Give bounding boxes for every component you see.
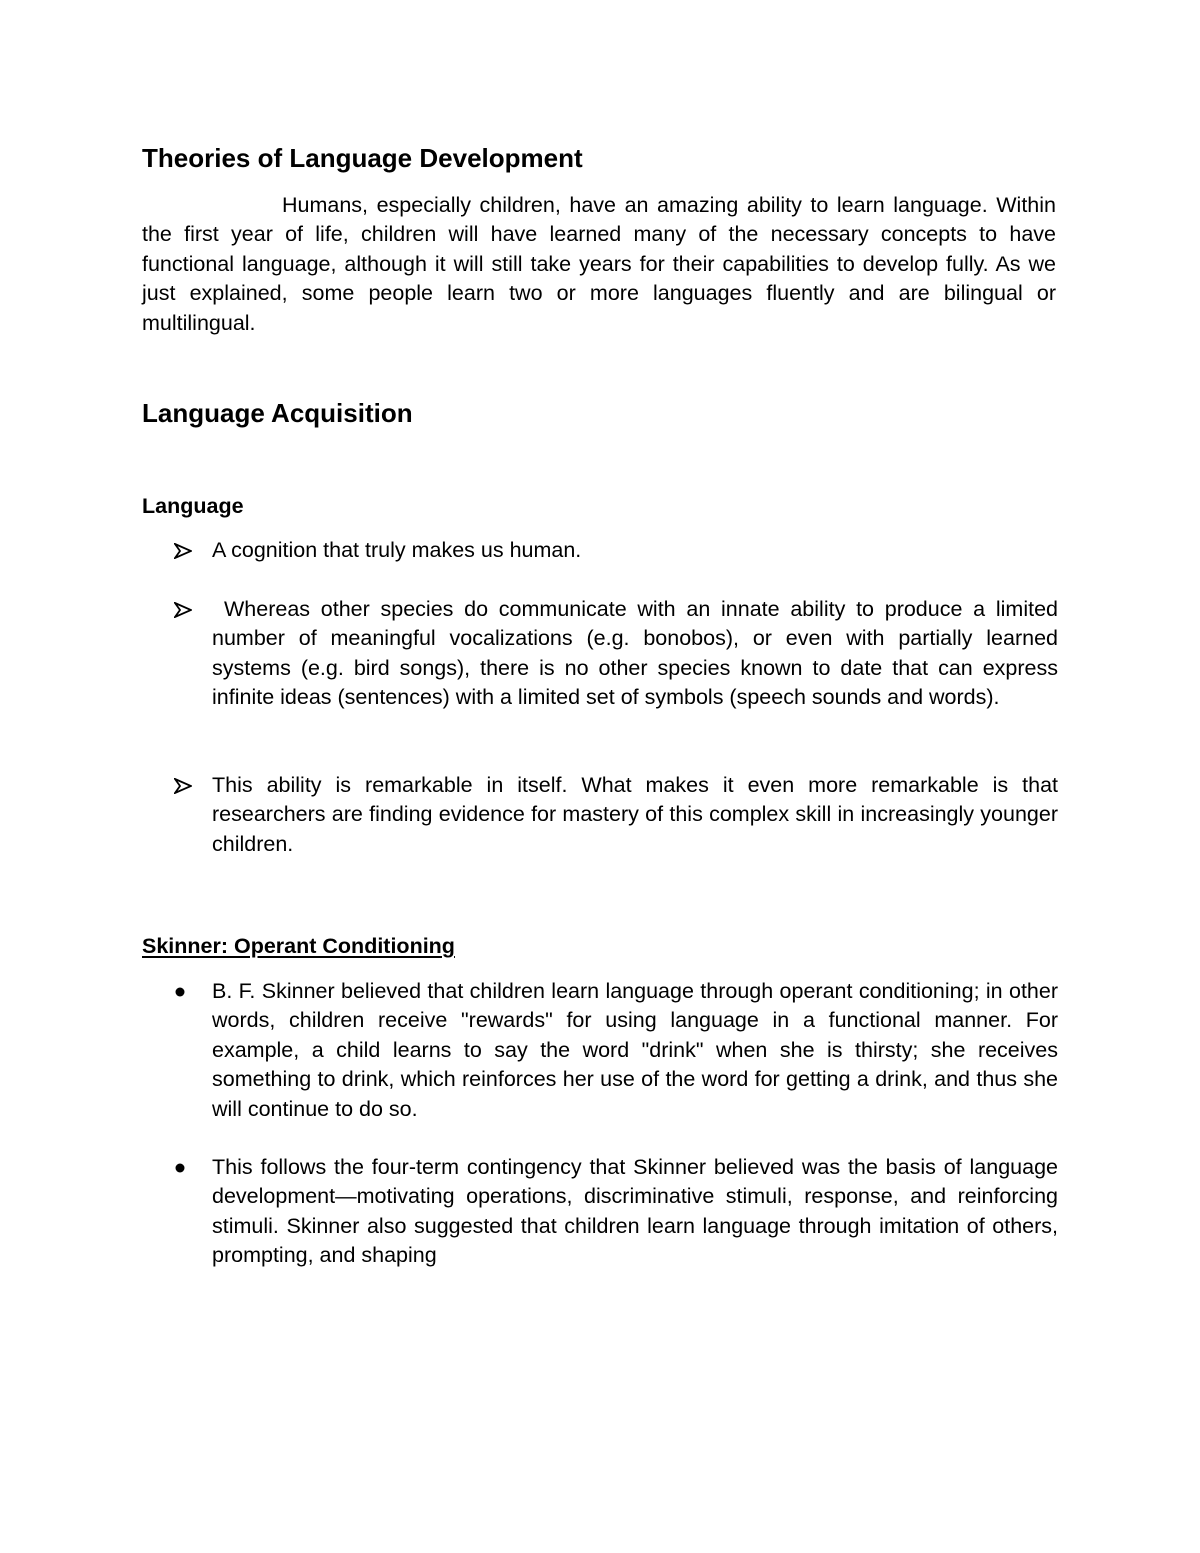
document-title: Theories of Language Development <box>142 143 583 173</box>
arrowhead-bullet-icon <box>174 595 198 624</box>
list-item-text: Whereas other species do communicate with an innate ability to produce a limited number of meaningful vocalizations (e.g. bonobos), or even with partially learned systems (e.g. bird songs), there is no other species known to date that can express infinite ideas (sentences) with a limited set of symbols (speech sounds and words). <box>212 597 1058 710</box>
section-heading-language-acquisition: Language Acquisition <box>142 398 413 428</box>
list-item-text: This ability is remarkable in itself. What makes it even more remarkable is that researchers are finding evidence for mastery of this complex skill in increasingly younger children. <box>212 773 1058 856</box>
list-item-text: B. F. Skinner believed that children learn language through operant conditioning; in other words, children receive "rewards" for using language in a functional manner. For example, a child learns to say the word "drink" when she is thirsty; she receives something to drink, which reinforces her use of the word for getting a drink, and thus she will continue to do so. <box>212 979 1058 1121</box>
arrowhead-bullet-icon <box>174 536 198 565</box>
subheading-language: Language <box>142 494 244 518</box>
arrowhead-bullet-icon <box>174 771 198 800</box>
list-item-text: A cognition that truly makes us human. <box>212 538 582 562</box>
disc-bullet-icon <box>174 977 198 1006</box>
intro-paragraph: Humans, especially children, have an amazing ability to learn language. Within the first year of life, children will have learned many of the necessary concepts to have functional language, although it will still take years for their capabilities to develop fully. As we just explained, some people learn two or more languages fluently and are bilingual or multilingual. <box>142 193 1056 335</box>
subheading-skinner: Skinner: Operant Conditioning <box>142 934 455 958</box>
document-page <box>142 0 1058 1553</box>
list-item-text: This follows the four-term contingency that Skinner believed was the basis of language development—motivating operations, discriminative stimuli, response, and reinforcing stimuli. Skinner also suggested that children learn language through imitation of others, prompting, and shaping <box>212 1155 1058 1268</box>
disc-bullet-icon <box>174 1153 198 1182</box>
